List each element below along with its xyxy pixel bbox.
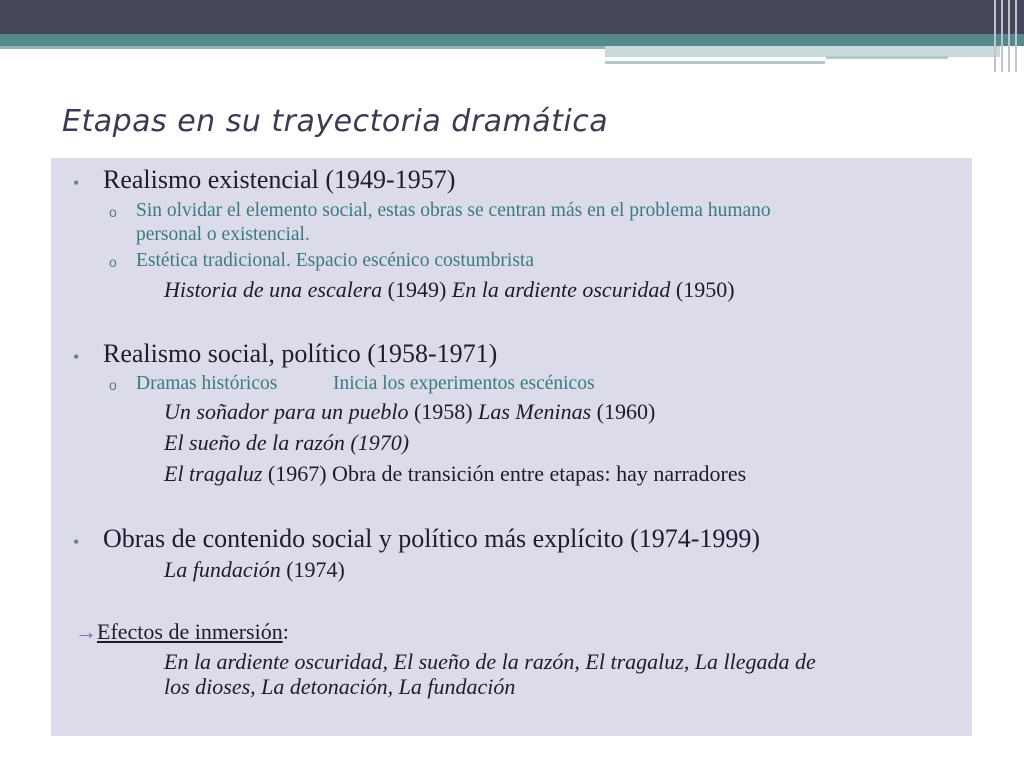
work-title: El tragaluz <box>164 461 263 486</box>
works-line <box>164 461 746 487</box>
work-title: Las Meninas <box>478 399 592 424</box>
work-year: (1960) <box>591 399 656 424</box>
content-panel <box>51 158 972 736</box>
inmersion-colon: : <box>282 619 289 644</box>
bullet-icon: • <box>73 532 80 552</box>
circle-bullet-icon: o <box>109 204 117 220</box>
works-line <box>164 399 655 425</box>
work-title: Historia de una escalera <box>164 277 383 302</box>
header-vertical-line <box>1015 0 1017 72</box>
work-title: El sueño de la razón (1970) <box>164 430 410 455</box>
work-title: En la ardiente oscuridad <box>451 277 671 302</box>
bullet-icon: • <box>73 173 80 193</box>
header-strip <box>826 56 948 59</box>
work-title: Un soñador para un pueblo <box>164 399 409 424</box>
subitem: Sin olvidar el elemento social, estas obras se centran más en el problema humano <box>136 200 771 221</box>
work-year: (1949) <box>382 277 452 302</box>
subitem: Estética tradicional. Espacio escénico costumbrista <box>136 250 534 271</box>
work-list: los dioses, La detonación, La fundación <box>164 674 516 699</box>
header-vertical-line <box>1008 0 1010 72</box>
header-teal-band <box>0 34 1024 46</box>
section-heading: Realismo existencial (1949-1957) <box>103 165 456 194</box>
section-heading: Realismo social, político (1958-1971) <box>103 339 498 368</box>
bullet-icon: • <box>73 347 80 367</box>
work-year: (1974) <box>280 557 345 582</box>
slide-title: Etapas en su trayectoria dramática <box>62 104 609 139</box>
subitem: personal o existencial. <box>136 224 310 245</box>
circle-bullet-icon: o <box>109 377 117 393</box>
works-line <box>164 557 345 583</box>
works-line <box>164 430 409 456</box>
inmersion-works-line <box>164 649 816 675</box>
work-year: (1958) <box>408 399 479 424</box>
inmersion-works-line <box>164 674 515 700</box>
work-title: La fundación <box>164 557 281 582</box>
work-note: (1967) Obra de transición entre etapas: hay narradores <box>262 461 747 486</box>
header-vertical-line <box>994 0 996 72</box>
arrow-right-icon: → <box>75 619 97 644</box>
subitem: Inicia los experimentos escénicos <box>333 373 595 394</box>
header-dark-bar <box>0 0 1024 34</box>
work-year: (1950) <box>670 277 735 302</box>
header-strip <box>605 61 825 64</box>
header-vertical-line <box>1001 0 1003 72</box>
work-list: En la ardiente oscuridad, El sueño de la razón, El tragaluz, La llegada de <box>164 649 816 674</box>
works-line <box>164 277 735 303</box>
inmersion-heading <box>75 619 289 645</box>
circle-bullet-icon: o <box>109 254 117 270</box>
subitem: Dramas históricos <box>136 373 278 394</box>
section-heading: Obras de contenido social y político más explícito (1974-1999) <box>103 524 761 553</box>
header-strip <box>0 46 605 49</box>
inmersion-label: Efectos de inmersión <box>97 619 283 644</box>
